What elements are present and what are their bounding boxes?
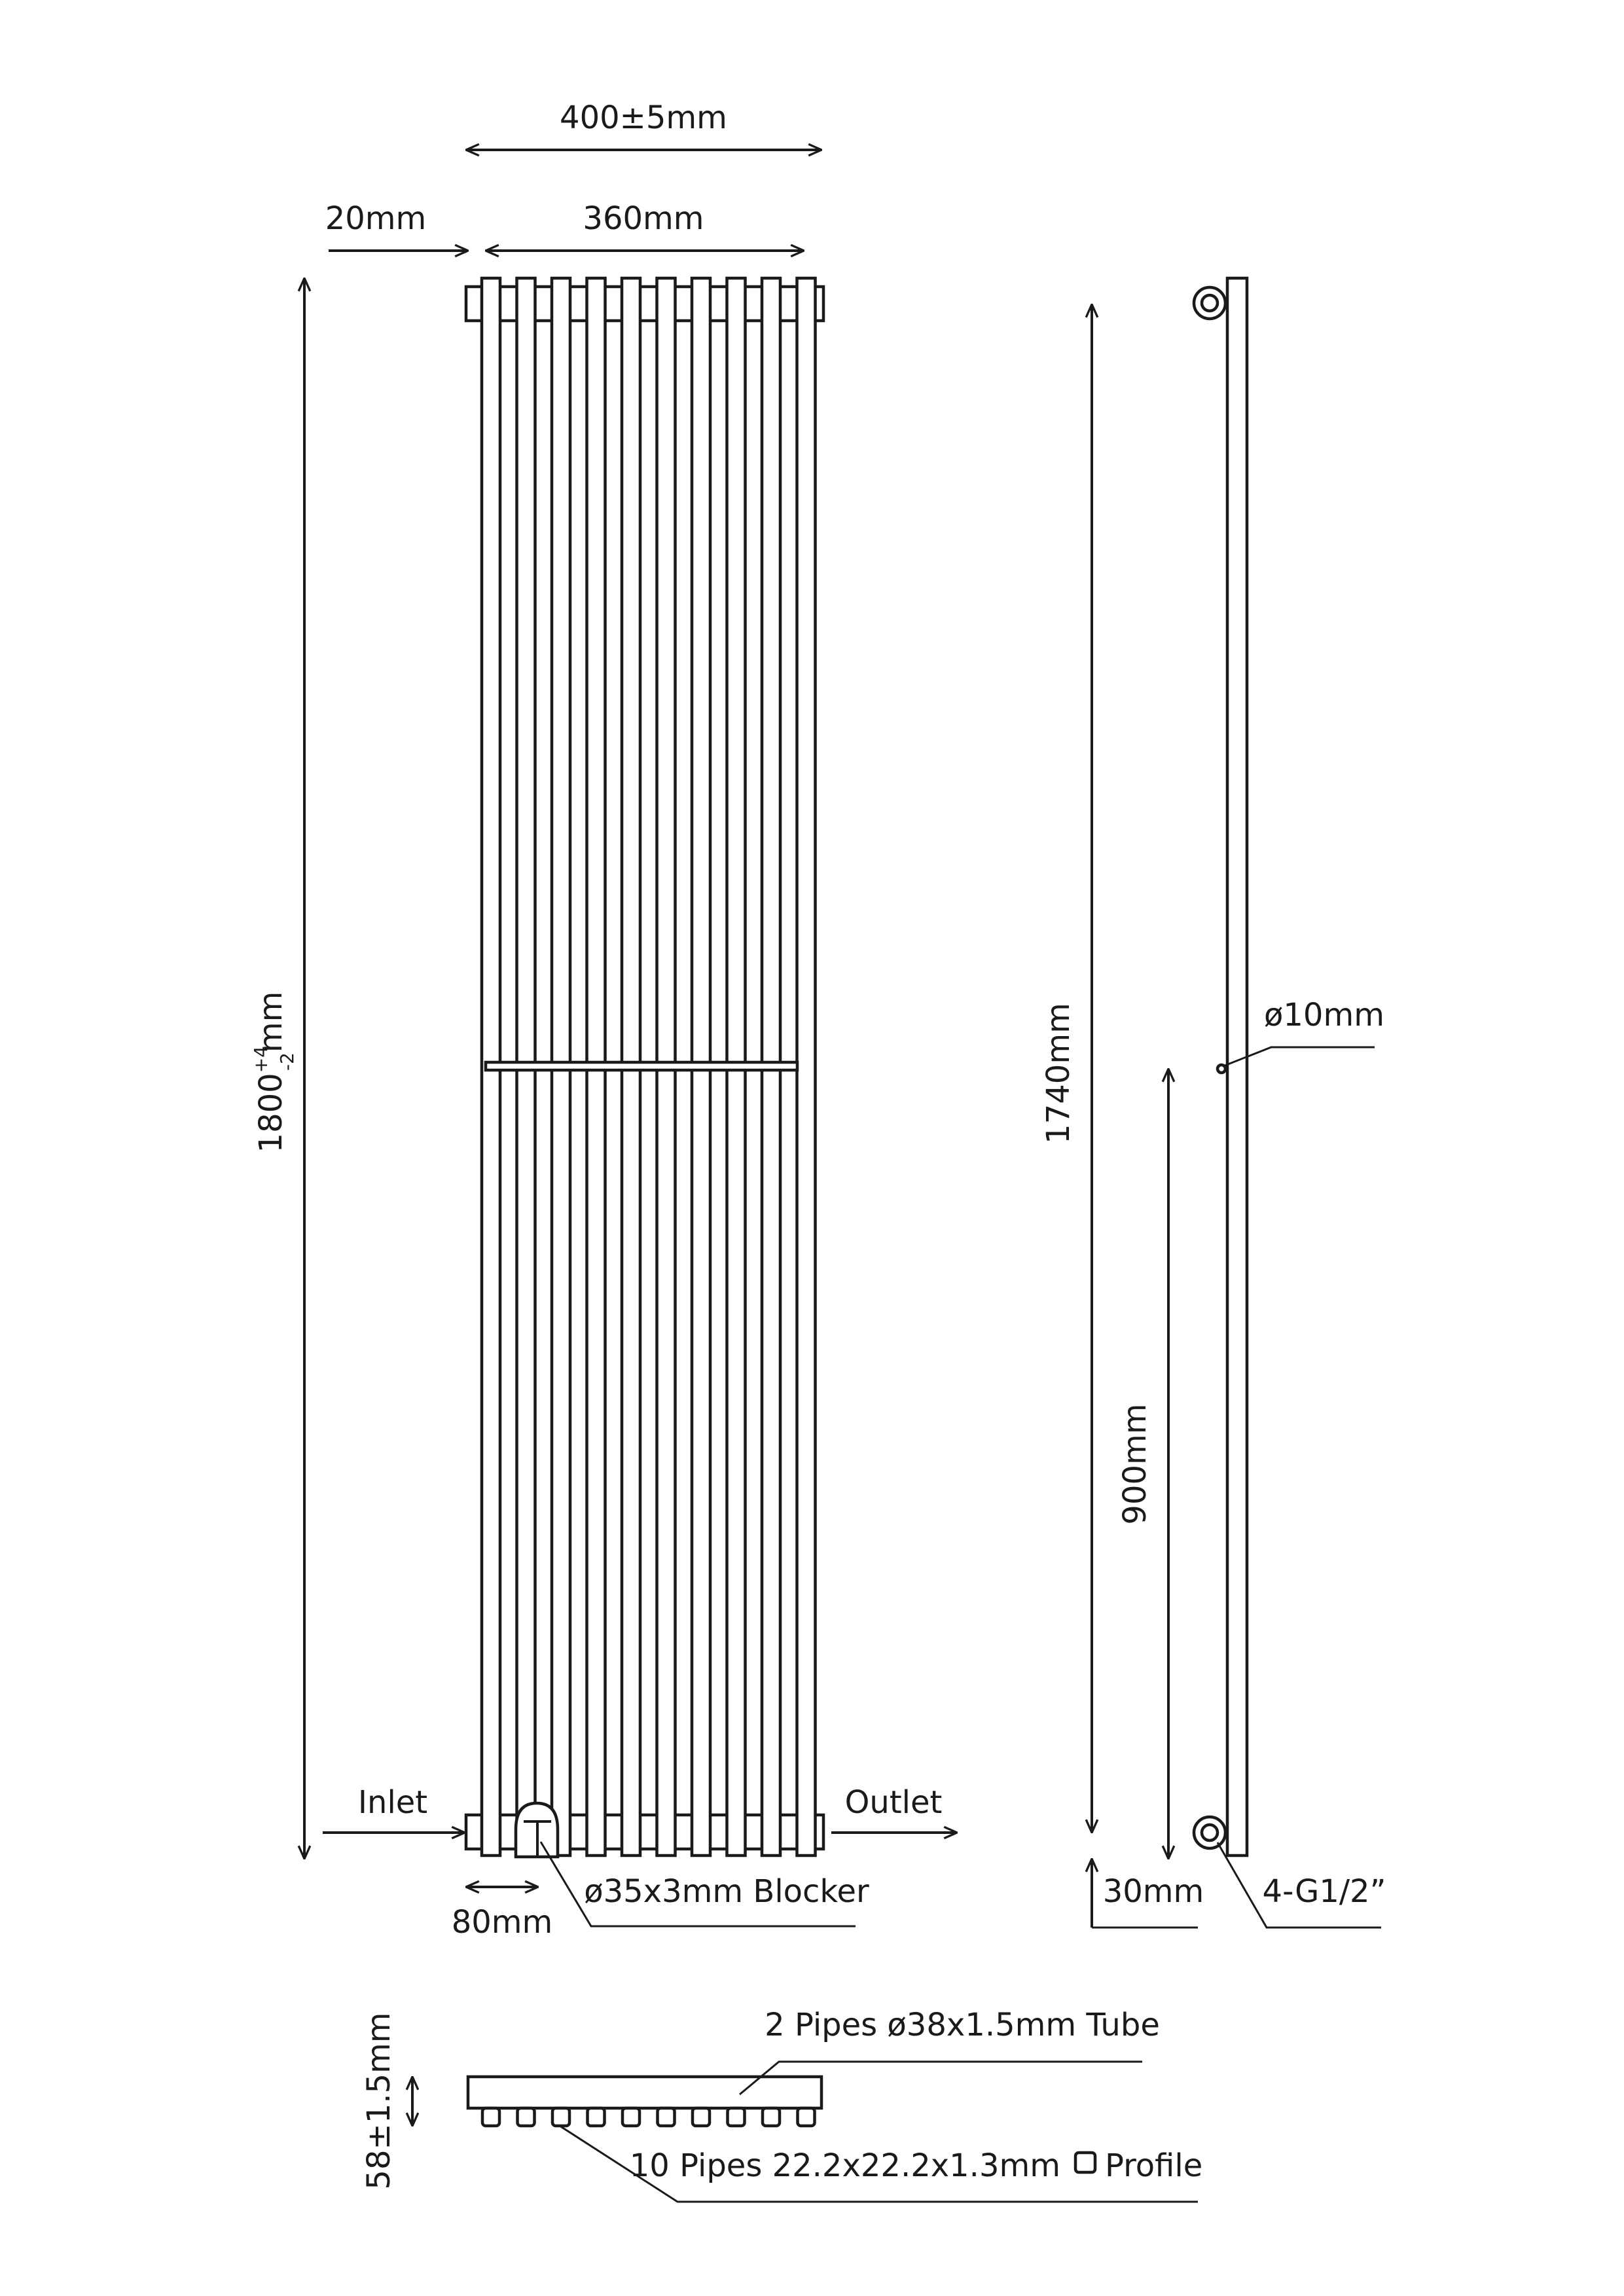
- tube-span-label: 360mm: [583, 200, 704, 237]
- profile-stub: [658, 2108, 675, 2126]
- profile-stub: [623, 2108, 640, 2126]
- profile-stub: [552, 2108, 569, 2126]
- header-tube-label: 2 Pipes ø38x1.5mm Tube: [765, 2007, 1160, 2043]
- top-port-inner-icon: [1202, 295, 1218, 311]
- profile-stub: [588, 2108, 605, 2126]
- height-main-text: 1800: [253, 1073, 289, 1153]
- svg-text:1800+4-2mm: [250, 992, 298, 1153]
- square-profile-icon: [1075, 2153, 1095, 2172]
- bottom-port-inner-icon: [1202, 1825, 1218, 1840]
- bottom-offset-label: 30mm: [1102, 1873, 1204, 1910]
- top-view: [361, 2007, 1202, 2202]
- blocker-label: ø35x3mm Blocker: [584, 1873, 869, 1910]
- bracket-pin-icon: [1218, 1065, 1225, 1073]
- depth-label: 58±1.5mm: [361, 2012, 397, 2190]
- profile-stub: [518, 2108, 535, 2126]
- profile-stub: [798, 2108, 815, 2126]
- height-tolerance-plus: +4: [250, 1046, 272, 1073]
- side-offset-label: 20mm: [325, 200, 427, 237]
- vertical-tube: [797, 278, 816, 1856]
- port-label: 4-G1/2”: [1262, 1873, 1386, 1910]
- overall-width-label: 400±5mm: [560, 99, 727, 136]
- side-panel-body: [1227, 278, 1247, 1856]
- height-unit-text: mm: [253, 991, 289, 1053]
- profile-stubs-group: [482, 2108, 815, 2126]
- profile-shape-label: Profile: [1105, 2147, 1203, 2184]
- profile-label: 10 Pipes 22.2x22.2x1.3mm: [629, 2147, 1060, 2184]
- front-view: [250, 99, 957, 1941]
- overall-height-label: [250, 992, 298, 1153]
- pin-label: ø10mm: [1264, 997, 1384, 1033]
- outlet-label: Outlet: [844, 1784, 943, 1821]
- blocker-icon: [516, 1803, 558, 1857]
- profile-stub: [763, 2108, 780, 2126]
- header-tube-top-view: [468, 2077, 821, 2108]
- bracket-height-label: 900mm: [1117, 1403, 1153, 1525]
- profile-stub: [693, 2108, 710, 2126]
- mid-bracket-bar: [486, 1062, 797, 1070]
- center-height-label: 1740mm: [1040, 1003, 1077, 1144]
- side-view: [1040, 278, 1386, 1928]
- height-tolerance-minus: -2: [276, 1052, 298, 1071]
- profile-stub: [482, 2108, 499, 2126]
- profile-stub: [728, 2108, 745, 2126]
- blocker-offset-label: 80mm: [451, 1904, 553, 1941]
- inlet-label: Inlet: [357, 1784, 428, 1821]
